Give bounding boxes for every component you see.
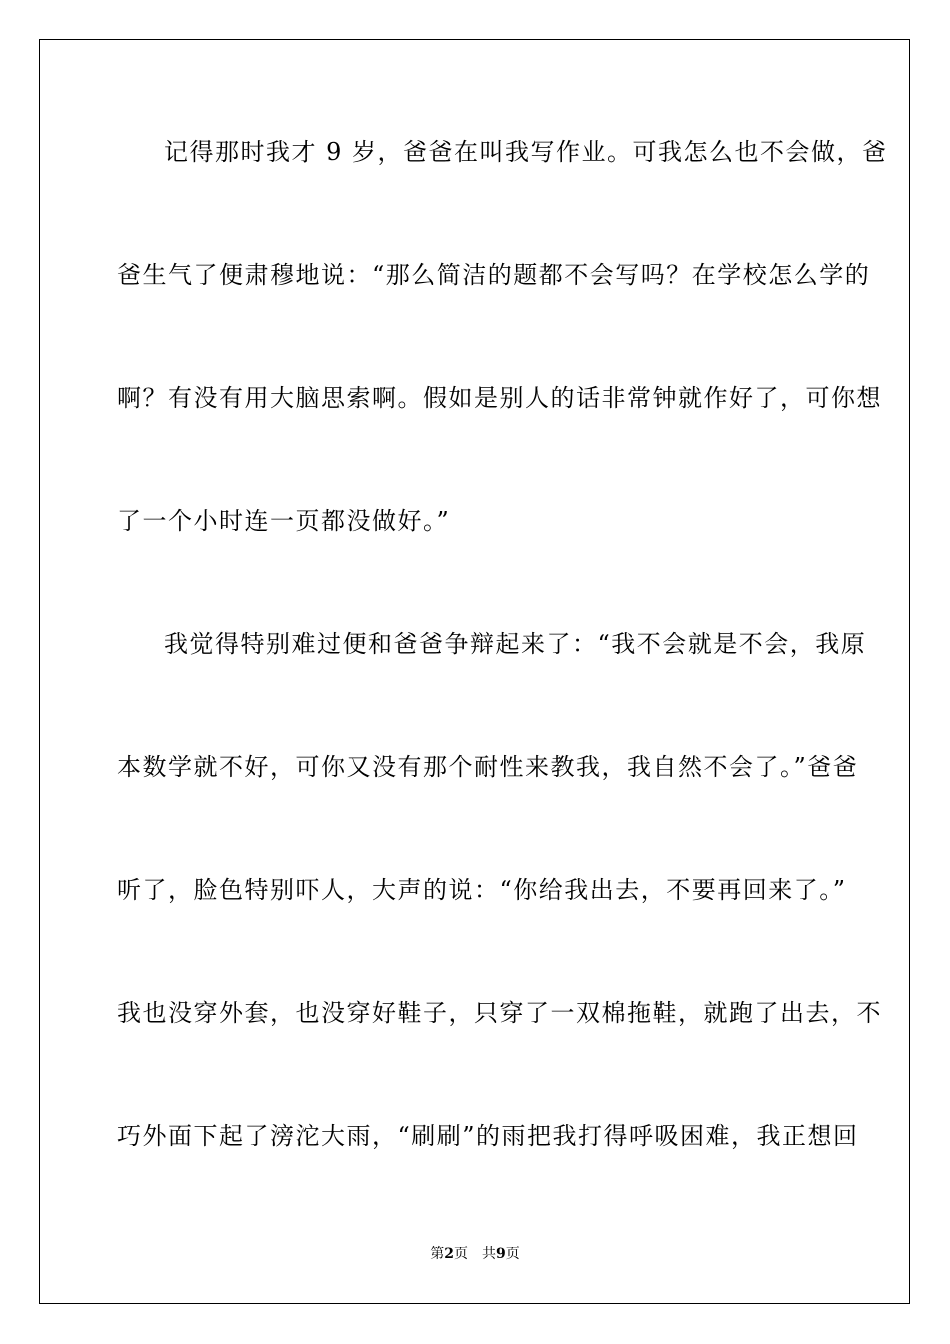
footer-total-suffix: 页 [505, 1246, 520, 1262]
text-line-7: 听了，脸色特别吓人，大声的说：“你给我出去，不要再回来了。” [117, 876, 847, 904]
footer-page-prefix: 第 [430, 1246, 445, 1262]
text-line-5: 我觉得特别难过便和爸爸争辩起来了：“我不会就是不会，我原 [164, 630, 867, 658]
page-footer [0, 1244, 950, 1264]
text-line-9: 巧外面下起了滂沱大雨，“刷刷”的雨把我打得呼吸困难，我正想回 [117, 1122, 859, 1150]
text-line-2: 爸生气了便肃穆地说：“那么简洁的题都不会写吗？在学校怎么学的 [117, 261, 871, 289]
footer-page-number: 2 [444, 1246, 454, 1262]
text-line-1: 记得那时我才 9 岁，爸爸在叫我写作业。可我怎么也不会做，爸 [164, 138, 888, 166]
text-line-3: 啊？有没有用大脑思索啊。假如是别人的话非常钟就作好了，可你想 [117, 384, 882, 412]
footer-total-pages: 9 [496, 1246, 506, 1262]
text-line-8: 我也没穿外套，也没穿好鞋子，只穿了一双棉拖鞋，就跑了出去，不 [117, 999, 882, 1027]
footer-total-prefix: 共 [482, 1246, 496, 1262]
text-line-6: 本数学就不好，可你又没有那个耐性来教我，我自然不会了。”爸爸 [117, 753, 859, 781]
text-line-4: 了一个小时连一页都没做好。” [117, 507, 451, 535]
page-border [39, 39, 910, 1304]
footer-page-suffix: 页 [454, 1246, 468, 1262]
